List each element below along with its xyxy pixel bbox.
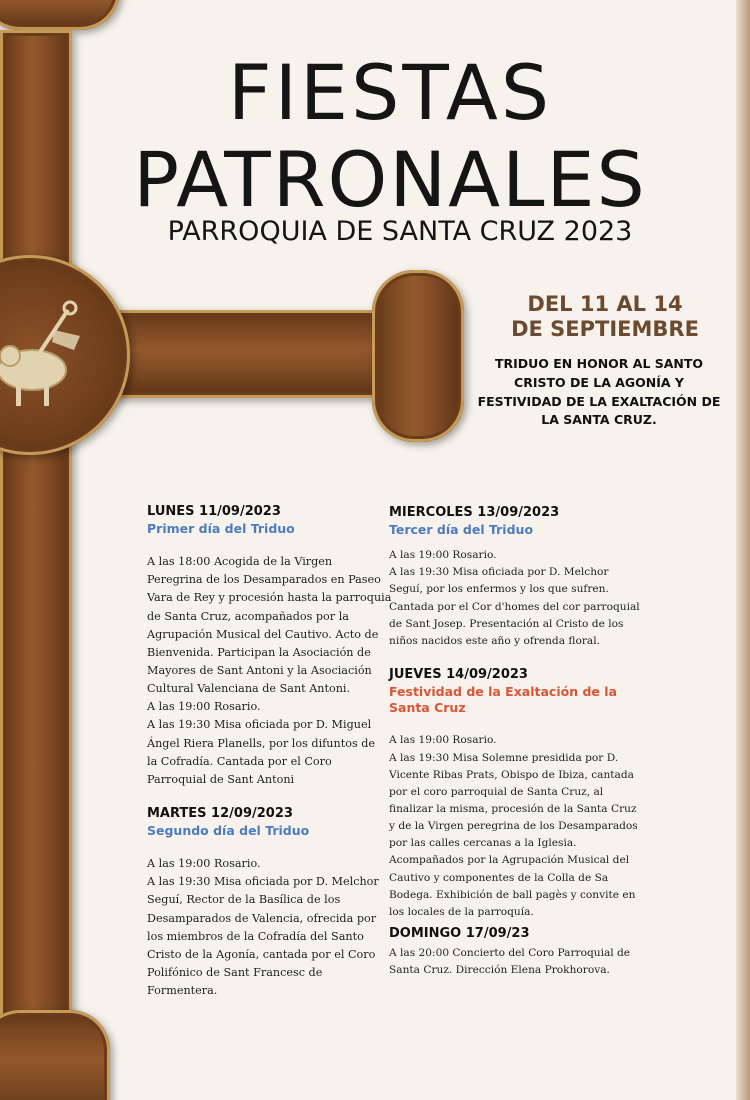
day-subtitle: Segundo día del Triduo — [147, 822, 310, 838]
body-line: Seguí, por los enfermos y los que sufren. — [389, 583, 609, 596]
body-line: A las 19:00 Rosario. — [147, 857, 261, 871]
body-line: Desamparados de Valencia, ofrecida por — [147, 911, 377, 925]
body-line: Bienvenida. Participan la Asociación de — [147, 645, 371, 659]
body-line: Peregrina de los Desamparados en Paseo — [147, 573, 381, 587]
cross-vertical-beam — [0, 30, 72, 1100]
body-line: Vicente Ribas Prats, Obispo de Ibiza, cantada — [389, 768, 634, 781]
body-line: A las 19:30 Misa Solemne presidida por D. — [389, 751, 619, 764]
body-line: A las 19:30 Misa oficiada por D. Miguel — [147, 718, 372, 732]
day-body — [147, 855, 379, 1000]
day-subtitle: Primer día del Triduo — [147, 520, 295, 536]
triduo-line: LA SANTA CRUZ. — [541, 412, 657, 428]
body-line: por el coro parroquial de Santa Cruz, al — [389, 785, 604, 798]
body-line: Santa Cruz. Dirección Elena Prokhorova. — [389, 964, 610, 977]
body-line: Cautivo y componentes de la Colla de Sa — [389, 871, 609, 884]
body-line: Cantada por el Cor d'homes del cor parroquial — [389, 600, 640, 613]
body-line: por las calles cercanas a la Iglesia. — [389, 837, 577, 850]
day-heading: MARTES 12/09/2023 — [147, 806, 293, 821]
body-line: Polifónico de Sant Francesc de — [147, 965, 323, 979]
body-line: la Cofradía. Cantada por el Coro — [147, 754, 332, 768]
body-line: A las 18:00 Acogida de la Virgen — [147, 555, 333, 569]
title-line-2: PATRONALES — [133, 135, 647, 224]
cross-bottom-end — [0, 1010, 110, 1100]
triduo-line: CRISTO DE LA AGONÍA Y — [514, 374, 684, 390]
day-body — [389, 945, 629, 979]
body-line: Cultural Valenciana de Sant Antoni. — [147, 682, 351, 696]
day-subtitle: Tercer día del Triduo — [389, 521, 534, 537]
day-jueves — [389, 667, 638, 921]
day-body — [389, 732, 638, 921]
lamb-of-god-icon — [0, 300, 86, 410]
body-line: A las 19:00 Rosario. — [389, 734, 497, 747]
day-heading: JUEVES 14/09/2023 — [389, 667, 528, 682]
body-line: Formentera. — [147, 984, 218, 998]
day-subtitle: Santa Cruz — [389, 700, 466, 716]
date-range — [480, 292, 730, 342]
body-line: y de la Virgen peregrina de los Desamparados — [389, 820, 638, 833]
day-miercoles — [389, 505, 640, 650]
body-line: los locales de la parroquía. — [389, 905, 534, 918]
day-martes — [147, 806, 379, 1000]
body-line: niños nacidos este año y ofrenda floral. — [389, 634, 600, 647]
triduo-line: TRIDUO EN HONOR AL SANTO — [494, 356, 704, 371]
body-line: Agrupación Musical del Cautivo. Acto de — [147, 627, 379, 641]
triduo-line: FESTIVIDAD DE LA EXALTACIÓN DE — [477, 393, 721, 409]
body-line: Ángel Riera Planells, por los difuntos de — [147, 736, 376, 750]
body-line: A las 20:00 Concierto del Coro Parroquial de — [389, 946, 631, 959]
body-line: de Sant Josep. Presentación al Cristo de los — [389, 617, 624, 630]
body-line: Bodega. Exhibición de ball pagès y convite en — [389, 888, 636, 901]
body-line: A las 19:30 Misa oficiada por D. Melchor — [147, 875, 379, 889]
body-line: de Santa Cruz, acompañados por la — [147, 609, 349, 623]
title-line-1: FIESTAS — [227, 48, 553, 137]
date-range-line-2: DE SEPTIEMBRE — [511, 317, 699, 342]
triduo-description — [460, 355, 738, 430]
body-line: A las 19:00 Rosario. — [147, 700, 261, 714]
body-line: A las 19:30 Misa oficiada por D. Melchor — [389, 566, 609, 579]
body-line: Vara de Rey y procesión hasta la parroquia — [147, 591, 392, 605]
cross-top-end — [0, 0, 120, 30]
body-line: Cristo de la Agonía, cantada por el Coro — [147, 947, 376, 961]
day-lunes — [147, 504, 392, 789]
body-line: Acompañados por la Agrupación Musical del — [389, 854, 630, 867]
cross-horizontal-arm — [110, 310, 380, 398]
day-subtitle: Festividad de la Exaltación de la — [389, 683, 617, 699]
body-line: Parroquial de Sant Antoni — [147, 772, 295, 786]
day-heading: LUNES 11/09/2023 — [147, 504, 281, 519]
date-range-line-1: DEL 11 AL 14 — [527, 292, 683, 316]
body-line: finalizar la misma, procesión de la Santa Cruz — [389, 803, 637, 816]
day-domingo — [389, 926, 629, 979]
day-heading: DOMINGO 17/09/23 — [389, 926, 530, 941]
body-line: Seguí, Rector de la Basílica de los — [147, 893, 341, 907]
day-body — [147, 553, 392, 789]
day-body — [389, 547, 640, 650]
body-line: A las 19:00 Rosario. — [389, 549, 497, 562]
body-line: Mayores de Sant Antoni y la Asociación — [147, 663, 372, 677]
poster-edge — [736, 0, 750, 1100]
cross-arm-end — [372, 270, 464, 442]
parish-subtitle: PARROQUIA DE SANTA CRUZ 2023 — [167, 216, 633, 247]
body-line: los miembros de la Cofradía del Santo — [147, 929, 364, 943]
day-heading: MIERCOLES 13/09/2023 — [389, 505, 560, 520]
